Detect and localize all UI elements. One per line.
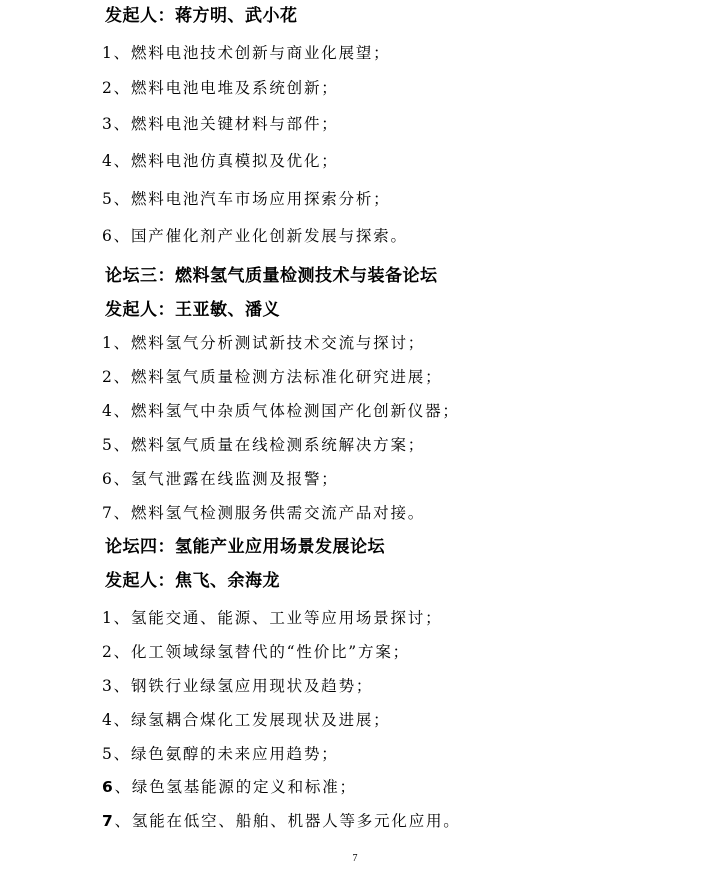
item-number: 4	[102, 711, 114, 729]
list-item	[102, 506, 710, 522]
page-number: 7	[352, 853, 358, 864]
list-item	[102, 747, 710, 763]
list-item	[102, 679, 710, 695]
item-text: 、燃料电池汽车市场应用探索分析；	[113, 190, 391, 208]
list-item	[102, 192, 710, 208]
item-text: 、氢气泄露在线监测及报警；	[113, 470, 339, 488]
item-text: 、氢能交通、能源、工业等应用场景探讨；	[113, 609, 443, 627]
item-number: 6	[102, 778, 115, 796]
item-number: 1	[102, 334, 114, 352]
initiator-line: 发起人：蒋方明、武小花	[105, 6, 298, 26]
item-number: 2	[102, 643, 114, 661]
list-item	[102, 154, 710, 170]
list-item	[102, 81, 710, 97]
item-text: 、燃料电池电堆及系统创新；	[113, 79, 339, 97]
forum-title: 论坛三：燃料氢气质量检测技术与装备论坛	[105, 266, 438, 286]
item-text: 、燃料氢气质量检测方法标准化研究进展；	[113, 368, 443, 386]
item-text: 、化工领域绿氢替代的“性价比”方案；	[113, 643, 410, 661]
item-number: 5	[102, 190, 114, 208]
item-text: 、燃料电池关键材料与部件；	[113, 115, 339, 133]
list-item	[102, 117, 710, 133]
item-number: 1	[102, 44, 114, 62]
initiator-line: 发起人：王亚敏、潘义	[105, 300, 280, 320]
forum-title: 论坛四：氢能产业应用场景发展论坛	[105, 537, 385, 557]
item-number: 7	[102, 504, 114, 522]
list-item	[102, 229, 710, 245]
item-number: 4	[102, 402, 114, 420]
item-text: 、燃料氢气检测服务供需交流产品对接。	[113, 504, 426, 522]
item-text: 、燃料氢气中杂质气体检测国产化创新仪器；	[113, 402, 460, 420]
item-number: 5	[102, 745, 114, 763]
item-text: 、燃料氢气质量在线检测系统解决方案；	[113, 436, 426, 454]
list-item	[102, 780, 710, 796]
list-item	[102, 438, 710, 454]
item-number: 2	[102, 368, 114, 386]
list-item	[102, 713, 710, 729]
item-number: 3	[102, 115, 114, 133]
item-number: 2	[102, 79, 114, 97]
list-item	[102, 46, 710, 62]
initiator-line: 发起人：焦飞、余海龙	[105, 571, 280, 591]
list-item	[102, 472, 710, 488]
item-number: 3	[102, 677, 114, 695]
item-number: 7	[102, 812, 115, 830]
list-item	[102, 611, 710, 627]
item-text: 、燃料电池技术创新与商业化展望；	[113, 44, 391, 62]
list-item	[102, 404, 710, 420]
list-item	[102, 814, 710, 830]
item-text: 、绿色氨醇的未来应用趋势；	[113, 745, 339, 763]
item-text: 、国产催化剂产业化创新发展与探索。	[113, 227, 408, 245]
item-text: 、绿色氢基能源的定义和标准；	[114, 778, 357, 796]
list-item	[102, 336, 710, 352]
item-text: 、绿氢耦合煤化工发展现状及进展；	[113, 711, 391, 729]
item-number: 6	[102, 470, 114, 488]
list-item	[102, 645, 710, 661]
item-text: 、钢铁行业绿氢应用现状及趋势；	[113, 677, 374, 695]
item-text: 、氢能在低空、船舶、机器人等多元化应用。	[114, 812, 461, 830]
item-number: 4	[102, 152, 114, 170]
item-number: 5	[102, 436, 114, 454]
item-text: 、燃料氢气分析测试新技术交流与探讨；	[113, 334, 426, 352]
item-number: 6	[102, 227, 114, 245]
item-text: 、燃料电池仿真模拟及优化；	[113, 152, 339, 170]
item-number: 1	[102, 609, 114, 627]
list-item	[102, 370, 710, 386]
